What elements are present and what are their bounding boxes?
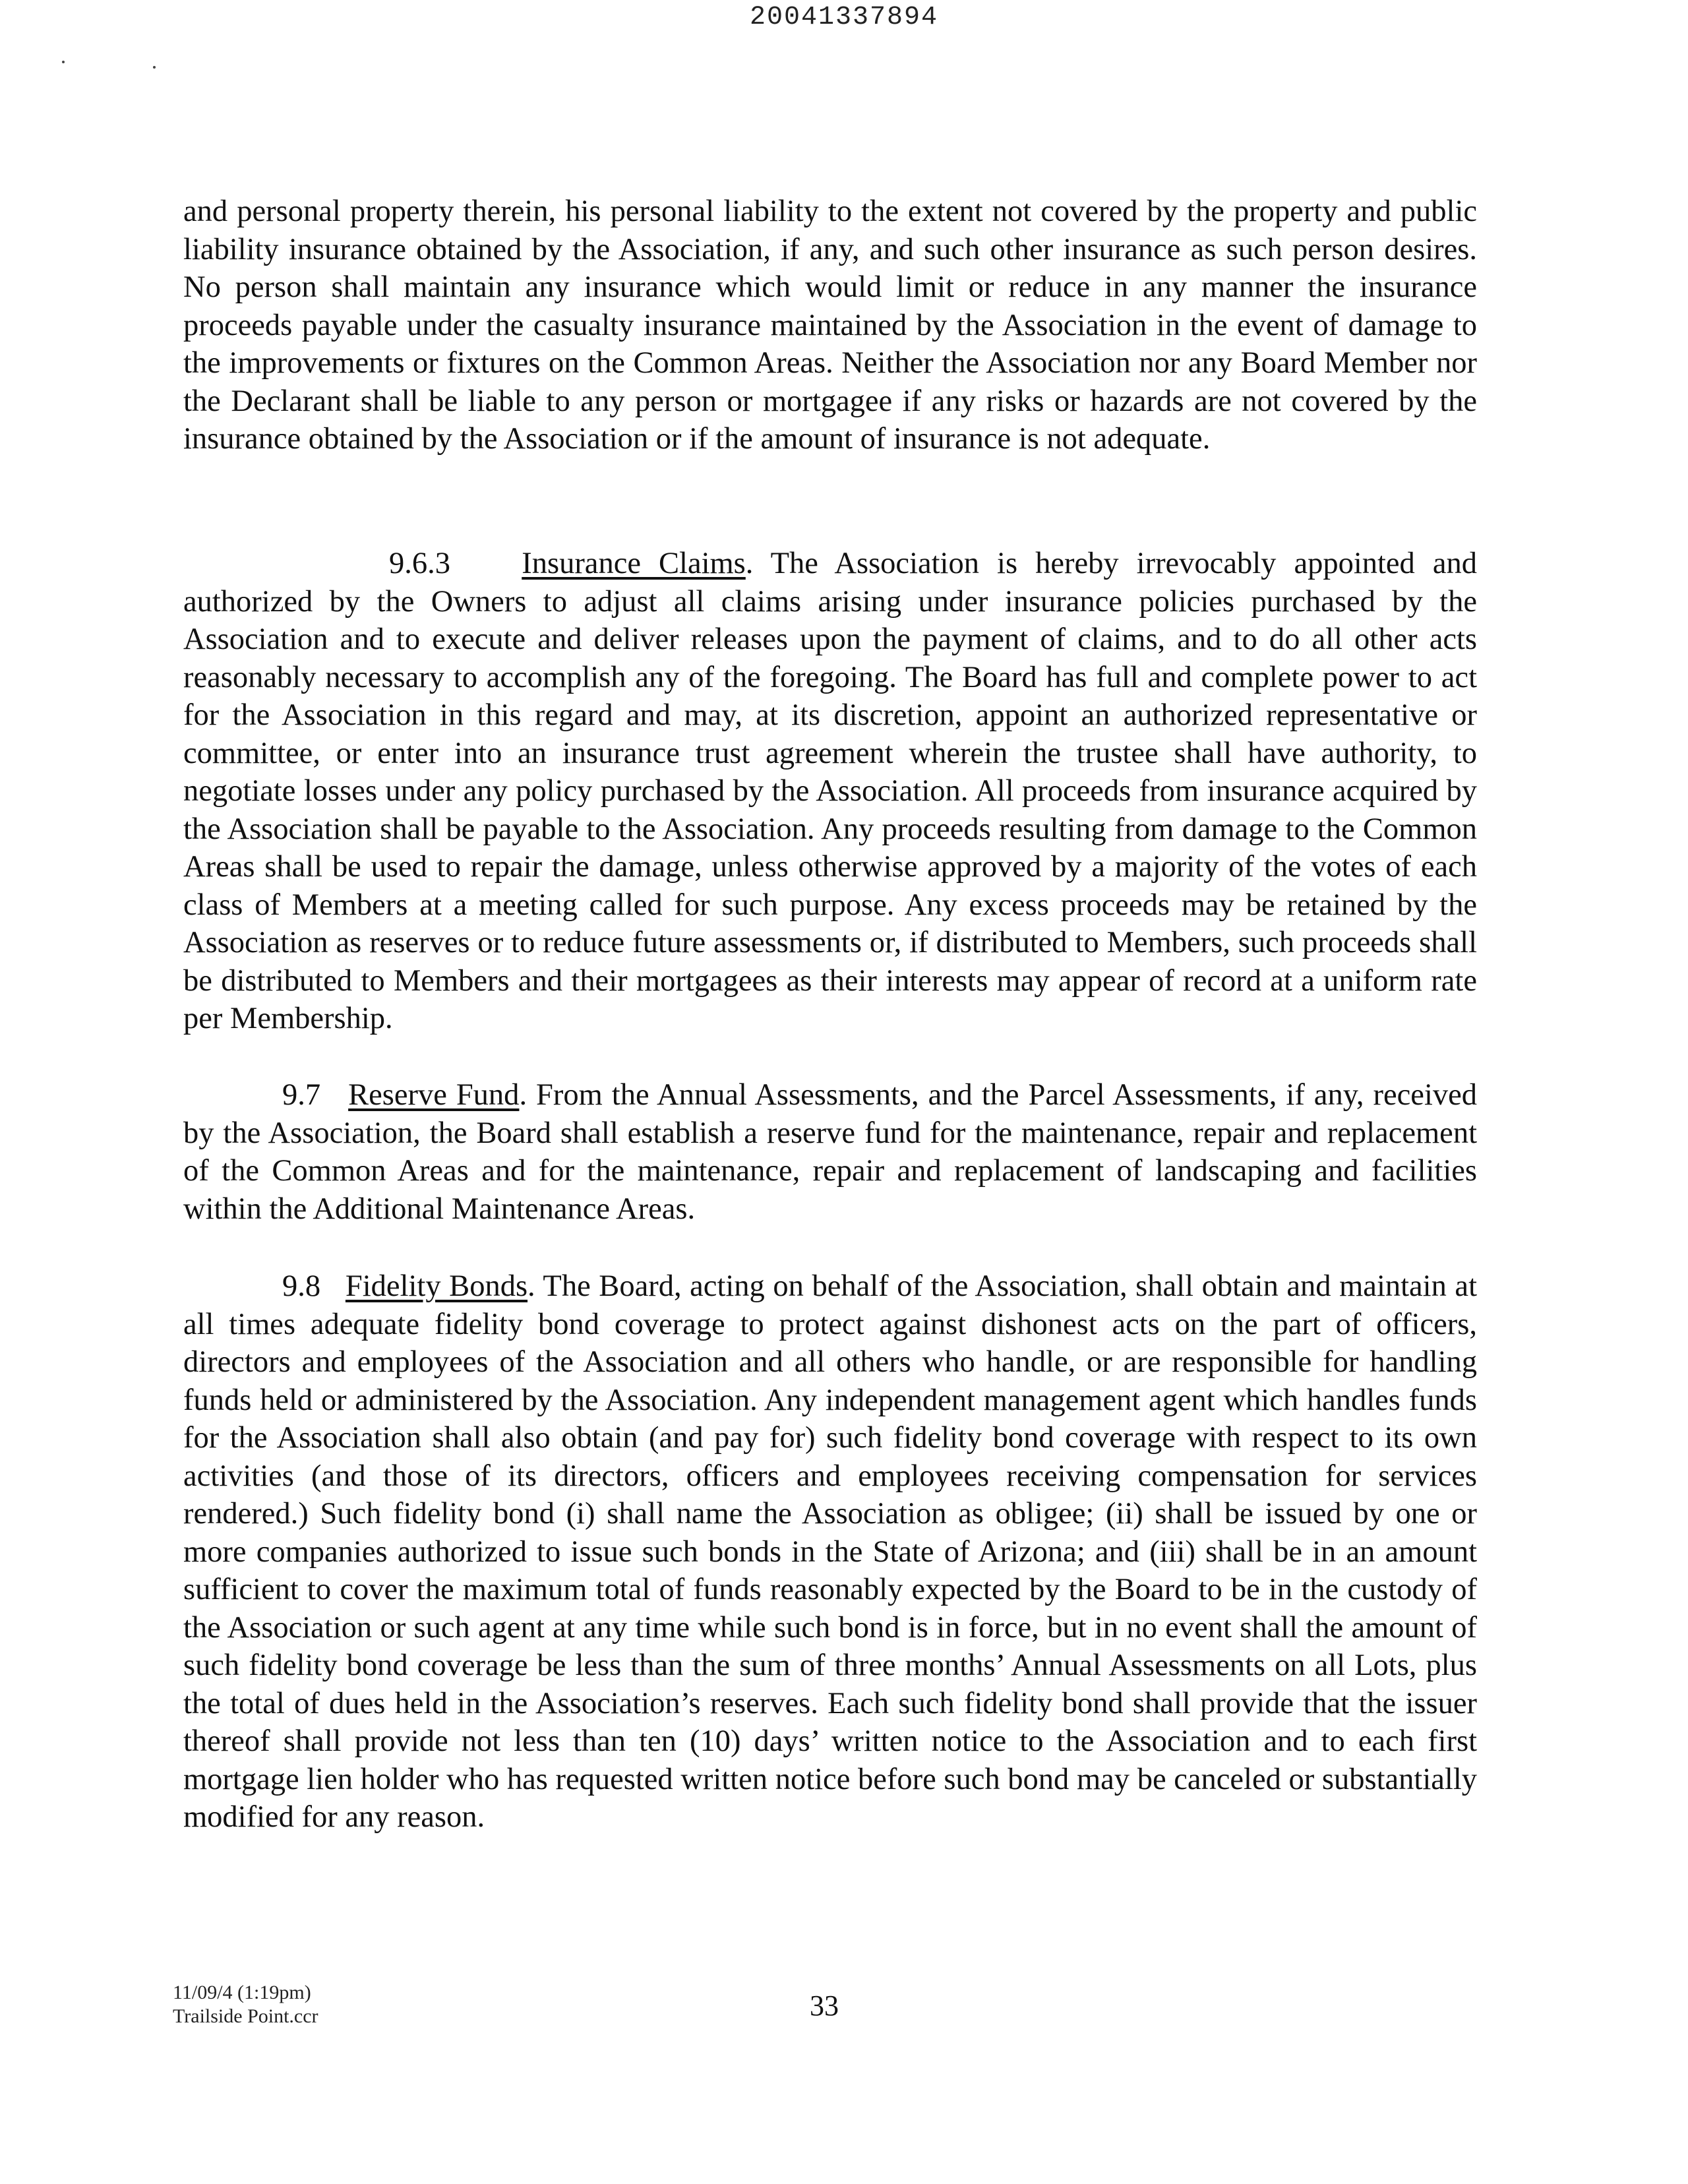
paragraph-text: . The Board, acting on behalf of the Association, shall obtain and maintain at all times adequate fidelity bond coverage to protect against dishonest acts on the part of officers, directors and employees of the Association and all others who handle, or are responsible for handling funds held or administered by the Association. Any independent management agent which handles funds for the Association shall also obtain (and pay for) such fidelity bond coverage with respect to its own activities (and those of its directors, officers and employees receiving compensation for services rendered.) Such fidelity bond (i) shall name the Association as obligee; (ii) shall be issued by one or more companies authorized to issue such bonds in the State of Arizona; and (iii) shall be in an amount sufficient to cover the maximum total of funds reasonably expected by the Board to be in the custody of the Association or such agent at any time while such bond is in force, but in no event shall the amount of such fidelity bond coverage be less than the sum of three months’ Annual Assessments on all Lots, plus the total of dues held in the Association’s reserves. Each such fidelity bond shall provide that the issuer thereof shall provide not less than ten (10) days’ written notice to the Association and to each first mortgage lien holder who has requested written notice before such bond may be canceled or substantially modified for any reason. <box>183 1269 1477 1834</box>
paragraph-text: . The Association is hereby irrevocably appointed and authorized by the Owners to adjust all claims arising under insurance policies purchased by the Association and to execute and deliver releases upon the payment of claims, and to do all other acts reasonably necessary to accomplish any of the foregoing. The Board has full and complete power to act for the Association in this regard and may, at its discretion, appoint an authorized representative or committee, or enter into an insurance trust agreement wherein the trustee shall have authority, to negotiate losses under any policy purchased by the Association. All proceeds from insurance acquired by the Association shall be payable to the Association. Any proceeds resulting from damage to the Common Areas shall be used to repair the damage, unless otherwise approved by a majority of the votes of each class of Members at a meeting called for such purpose. Any excess proceeds may be retained by the Association as reserves or to reduce future assessments or, if distributed to Members, such proceeds shall be distributed to Members and their mortgagees as their interests may appear of record at a uniform rate per Membership. <box>183 547 1478 1035</box>
section-9-7-reserve-fund <box>183 1076 1477 1228</box>
footer-date: 11/09/4 (1:19pm) <box>173 1982 311 2003</box>
section-heading: Insurance Claims <box>522 547 746 580</box>
paragraph-continuation <box>183 193 1477 458</box>
paragraph-text: and personal property therein, his personal liability to the extent not covered by the property and public liability insurance obtained by the Association, if any, and such other insurance as such person desires. No person shall maintain any insurance which would limit or reduce in any manner the insurance proceeds payable under the casualty insurance maintained by the Association in the event of damage to the improvements or fixtures on the Common Areas. Neither the Association nor any Board Member nor the Declarant shall be liable to any person or mortgagee if any risks or hazards are not covered by the insurance obtained by the Association or if the amount of insurance is not adequate. <box>183 195 1477 456</box>
footer-file-name: Trailside Point.ccr <box>173 2005 318 2027</box>
scan-speck <box>62 61 65 63</box>
scan-speck <box>153 66 156 69</box>
section-heading: Reserve Fund <box>348 1078 520 1112</box>
section-number: 9.7 <box>282 1078 321 1112</box>
section-number: 9.8 <box>282 1269 321 1303</box>
section-9-8-fidelity-bonds <box>183 1267 1477 1836</box>
section-number: 9.6.3 <box>389 547 450 580</box>
page-number: 33 <box>810 1989 839 2022</box>
section-heading: Fidelity Bonds <box>345 1269 528 1303</box>
footer-file-info <box>173 1981 318 2028</box>
paragraph-text: . From the Annual Assessments, and the Parcel Assessments, if any, received by the Association, the Board shall establish a reserve fund for the maintenance, repair and replacement of the Common Areas and for the maintenance, repair and replacement of landscaping and facilities within the Additional Maintenance Areas. <box>183 1078 1477 1226</box>
section-9-6-3-insurance-claims <box>183 545 1477 1038</box>
document-number: 20041337894 <box>749 3 939 32</box>
